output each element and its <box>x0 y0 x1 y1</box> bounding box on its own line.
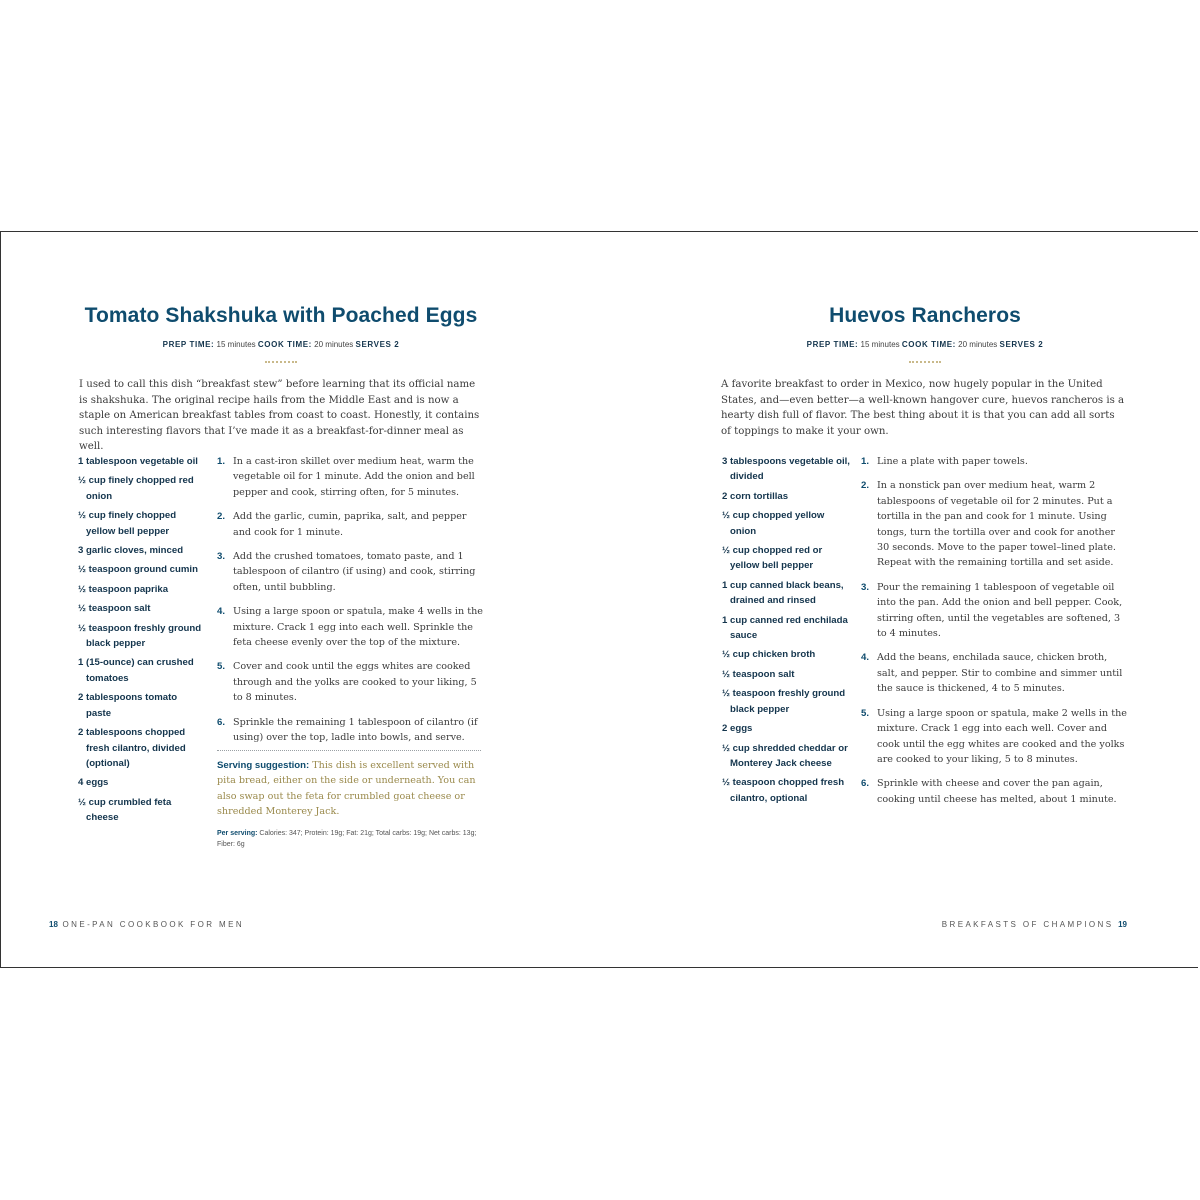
book-title: ONE-PAN COOKBOOK FOR MEN <box>62 920 244 929</box>
ingredient-item: ½ cup crumbled feta cheese <box>78 796 172 824</box>
ingredient-list <box>78 454 202 830</box>
ingredient-item: ½ teaspoon salt <box>722 668 795 680</box>
direction-step <box>217 659 483 705</box>
direction-list <box>217 454 483 755</box>
ingredient-item: ½ teaspoon freshly ground black pepper <box>78 622 202 650</box>
ingredient-item: ½ teaspoon ground cumin <box>78 564 198 576</box>
ingredient-list <box>722 454 852 810</box>
direction-step <box>861 650 1129 696</box>
serves-label: SERVES 2 <box>999 340 1044 349</box>
book-spread <box>0 231 1198 968</box>
recipe-title: Huevos Rancheros <box>829 304 1021 327</box>
step-text: Add the crushed tomatoes, tomato paste, and 1 tablespoon of cilantro (if using) and cook, stirring often, until bubbling. <box>233 551 476 593</box>
ingredient-item: ½ cup chicken broth <box>722 649 816 661</box>
step-number: 4. <box>861 652 870 664</box>
ingredient-item: 2 eggs <box>722 723 753 735</box>
title-ornament <box>909 361 941 363</box>
direction-step <box>861 454 1129 469</box>
ingredient-item: 2 tablespoons chopped fresh cilantro, divided (optional) <box>78 727 186 769</box>
step-text: Pour the remaining 1 tablespoon of vegetable oil into the pan. Add the onion and bell pepper. Cook, stirring often, until the vegetables are softened, 3 to 4 minutes. <box>877 581 1123 640</box>
step-text: Using a large spoon or spatula, make 2 wells in the mixture. Crack 1 egg into each well. Cover and cook until the egg whites are cooked and the yolks are cooked to your liking, 5 to 8 minutes. <box>877 707 1127 765</box>
recipe-intro: I used to call this dish “breakfast stew” before learning that its official name is shakshuka. The original recipe hails from the Middle East and is now a staple on American breakfast tables from coast to coast. Honestly, it contains such interesting flavors that I’ve made it as a breakfast-for-dinner meal as well. <box>79 379 480 453</box>
cook-time-value: 20 minutes <box>314 340 354 349</box>
right-page <box>601 232 1199 967</box>
recipe-title: Tomato Shakshuka with Poached Eggs <box>84 304 478 327</box>
step-number: 4. <box>217 606 226 618</box>
direction-step <box>861 706 1129 768</box>
step-text: Using a large spoon or spatula, make 4 wells in the mixture. Crack 1 egg into each well. Sprinkle the feta cheese evenly over the top of the mixture. <box>233 606 483 649</box>
step-text: Cover and cook until the eggs whites are cooked through and the yolks are cooked to your liking, 5 to 8 minutes. <box>233 661 477 704</box>
cook-time-label: COOK TIME: <box>901 340 956 349</box>
nutrition-info <box>217 829 485 850</box>
direction-step <box>217 509 483 540</box>
step-number: 3. <box>861 581 870 593</box>
serving-suggestion <box>217 758 483 820</box>
step-text: In a cast-iron skillet over medium heat, warm the vegetable oil for 1 minute. Add the onion and bell pepper and cook, stirring often, for 5 minutes. <box>233 456 475 498</box>
prep-time-label: PREP TIME: <box>806 340 859 349</box>
step-text: Sprinkle with cheese and cover the pan again, cooking until cheese has melted, about 1 minute. <box>877 778 1117 805</box>
step-number: 2. <box>861 480 870 492</box>
direction-step <box>861 776 1129 807</box>
ingredient-item: ½ cup finely chopped yellow bell pepper <box>78 510 177 537</box>
direction-step <box>217 454 483 500</box>
step-number: 3. <box>217 551 226 563</box>
ingredient-item: 2 tablespoons tomato paste <box>78 692 178 719</box>
step-number: 6. <box>861 778 870 790</box>
ingredient-item: ½ cup chopped red or yellow bell pepper <box>722 545 823 572</box>
step-text: Sprinkle the remaining 1 tablespoon of cilantro (if using) over the top, ladle into bowls, and serve. <box>233 716 478 744</box>
ingredient-item: 3 tablespoons vegetable oil, divided <box>722 456 850 483</box>
cook-time-value: 20 minutes <box>958 340 998 349</box>
step-text: Add the beans, enchilada sauce, chicken broth, salt, and pepper. Stir to combine and simmer until the sauce is thickened, 4 to 5 minutes. <box>877 652 1123 695</box>
ingredient-item: ½ teaspoon paprika <box>78 583 169 595</box>
ingredient-item: 4 eggs <box>78 777 109 789</box>
prep-time-label: PREP TIME: <box>162 340 215 349</box>
ingredient-item: 1 cup canned black beans, drained and rinsed <box>722 579 844 607</box>
page-footer <box>49 920 244 929</box>
step-number: 6. <box>217 716 226 728</box>
ingredient-item: 3 garlic cloves, minced <box>78 545 184 557</box>
direction-step <box>861 580 1129 642</box>
serving-suggestion-text: This dish is excellent served with pita bread, either on the side or underneath. You can also swap out the feta for crumbled goat cheese or shredded Monterey Jack. <box>217 760 476 818</box>
chapter-title: BREAKFASTS OF CHAMPIONS <box>941 920 1114 929</box>
prep-time-value: 15 minutes <box>216 340 256 349</box>
ingredient-item: ½ cup finely chopped red onion <box>78 475 194 502</box>
ingredient-item: 1 cup canned red enchilada sauce <box>722 614 848 642</box>
page-footer <box>942 920 1127 929</box>
step-text: Line a plate with paper towels. <box>877 456 1028 467</box>
direction-list <box>861 454 1129 816</box>
step-number: 5. <box>217 661 226 673</box>
step-number: 1. <box>861 456 870 467</box>
serves-label: SERVES 2 <box>355 340 400 349</box>
ingredient-item: ½ teaspoon chopped fresh cilantro, optional <box>722 777 845 804</box>
nutrition-text: Calories: 347; Protein: 19g; Fat: 21g; Total carbs: 19g; Net carbs: 13g; Fiber: 6g <box>217 830 477 848</box>
nutrition-label: Per serving: <box>217 830 258 837</box>
ingredient-item: ½ teaspoon freshly ground black pepper <box>722 688 846 715</box>
step-text: Add the garlic, cumin, paprika, salt, and pepper and cook for 1 minute. <box>233 511 467 538</box>
ingredient-item: 1 (15-ounce) can crushed tomatoes <box>78 657 194 684</box>
dotted-divider <box>217 750 481 751</box>
step-text: In a nonstick pan over medium heat, warm 2 tablespoons of vegetable oil for 2 minutes. Put a tortilla in the pan and cook for 1 minute. Using tongs, turn the tortilla over and cook for another 30 seconds. Move to the paper towel–lined plate. Repeat with the remaining tortilla and set aside. <box>877 480 1116 569</box>
ingredient-item: ½ cup shredded cheddar or Monterey Jack cheese <box>722 742 848 769</box>
step-number: 2. <box>217 511 226 523</box>
direction-step <box>217 604 483 650</box>
ingredient-item: ½ cup chopped yellow onion <box>722 510 825 537</box>
ingredient-item: ½ teaspoon salt <box>78 603 151 615</box>
ingredient-item: 1 tablespoon vegetable oil <box>78 456 198 467</box>
page-number: 18 <box>49 920 58 929</box>
page-number: 19 <box>1118 920 1127 929</box>
title-ornament <box>265 361 297 363</box>
ingredient-item: 2 corn tortillas <box>722 490 789 502</box>
step-number: 1. <box>217 456 226 467</box>
serving-suggestion-label: Serving suggestion: <box>217 760 310 771</box>
recipe-meta <box>1 340 561 349</box>
direction-step <box>217 549 483 595</box>
left-page <box>1 232 561 967</box>
step-number: 5. <box>861 707 870 719</box>
recipe-intro: A favorite breakfast to order in Mexico, now hugely popular in the United States, and—even better—a well-known hangover cure, huevos rancheros is a hearty dish full of flavor. The best thing about it is that you can add all sorts of toppings to make it your own. <box>721 379 1125 437</box>
direction-step <box>217 715 483 746</box>
cook-time-label: COOK TIME: <box>257 340 312 349</box>
direction-step <box>861 478 1129 570</box>
prep-time-value: 15 minutes <box>860 340 900 349</box>
recipe-meta <box>601 340 1200 349</box>
